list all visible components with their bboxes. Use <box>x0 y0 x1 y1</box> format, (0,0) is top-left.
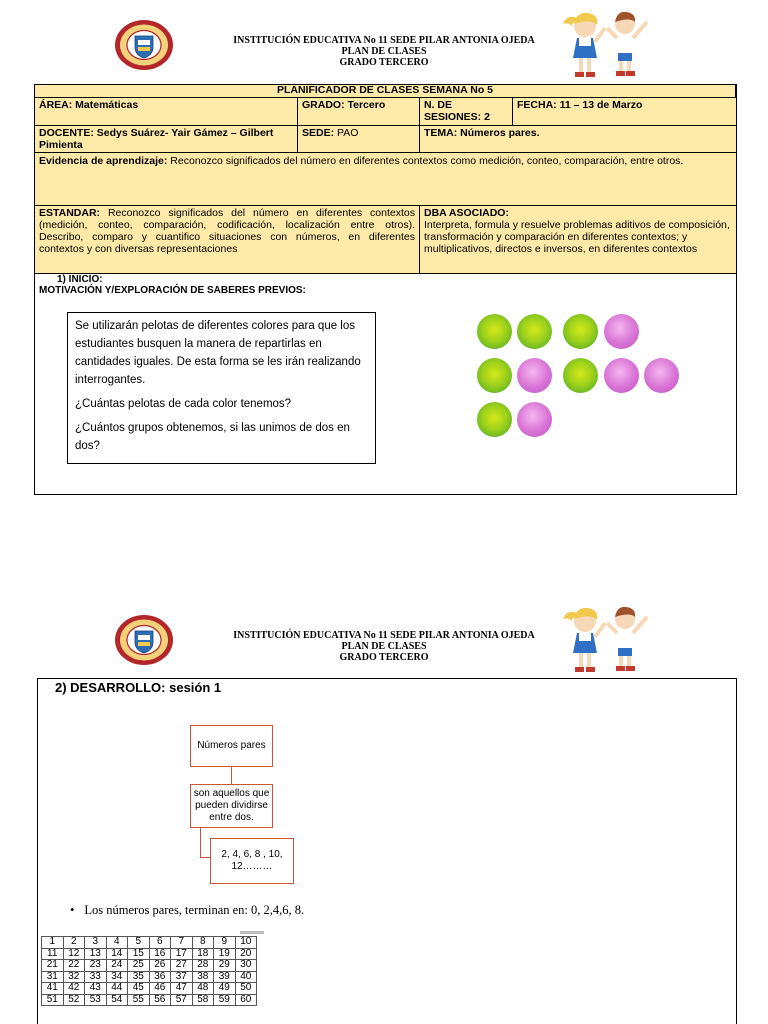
grid-cell: 41 <box>42 983 64 995</box>
green-ball <box>563 314 598 349</box>
estandar-text: Reconozco significados del número en diferentes contextos (medición, conteo, comparación, codificación, localización entre otros). Describo, comparo y cuantifico situaciones con números, en diferentes contextos y con diversas representaciones <box>39 207 415 255</box>
grid-row <box>42 983 257 995</box>
evidencia-text: Reconozco significados del número en diferentes contextos como medición, conteo, comparación, entre otros. <box>167 155 684 167</box>
grid-cell: 52 <box>63 994 85 1006</box>
grid-cell: 25 <box>128 960 150 972</box>
inicio-heading: 1) INICIO: <box>57 274 103 285</box>
tema-cell <box>420 126 736 153</box>
grade-title: GRADO TERCERO <box>339 57 429 68</box>
grid-cell: 56 <box>149 994 171 1006</box>
children-illustration <box>555 8 655 80</box>
sede-value: PAO <box>334 127 359 139</box>
docente-cell: DOCENTE: Sedys Suárez- Yair Gámez – Gilbert Pimienta <box>35 126 298 153</box>
grid-cell: 30 <box>235 960 257 972</box>
grid-cell: 47 <box>171 983 193 995</box>
question-colors: ¿Cuántas pelotas de cada color tenemos? <box>75 398 292 410</box>
grid-handle-decoration <box>240 931 264 934</box>
grid-cell: 35 <box>128 971 150 983</box>
grid-cell: 27 <box>171 960 193 972</box>
grid-cell: 11 <box>42 948 64 960</box>
grid-cell: 54 <box>106 994 128 1006</box>
grid-cell: 12 <box>63 948 85 960</box>
estandar-cell <box>35 206 420 274</box>
grid-cell: 34 <box>106 971 128 983</box>
children-illustration-page2 <box>555 603 655 675</box>
grid-cell: 8 <box>192 937 214 949</box>
grid-cell: 21 <box>42 960 64 972</box>
development-title: 2) DESARROLLO: sesión 1 <box>55 680 222 695</box>
grid-cell: 42 <box>63 983 85 995</box>
grid-cell: 53 <box>85 994 107 1006</box>
grid-row <box>42 994 257 1006</box>
connector-line <box>200 828 201 857</box>
fecha-cell: FECHA: 11 – 13 de Marzo <box>513 98 736 126</box>
grid-row <box>42 948 257 960</box>
grid-row <box>42 937 257 949</box>
grid-cell: 55 <box>128 994 150 1006</box>
grid-cell: 44 <box>106 983 128 995</box>
grid-cell: 18 <box>192 948 214 960</box>
question-groups: ¿Cuántos grupos obtenemos, si las unimos de dos en dos? <box>75 422 350 452</box>
grid-cell: 37 <box>171 971 193 983</box>
area-cell: ÁREA: Matemáticas <box>35 98 298 126</box>
grid-cell: 51 <box>42 994 64 1006</box>
school-name: INSTITUCIÓN EDUCATIVA No 11 SEDE PILAR ANTONIA OJEDA <box>233 35 535 46</box>
dba-label: DBA ASOCIADO: <box>424 207 509 219</box>
grid-cell: 46 <box>149 983 171 995</box>
grid-cell: 15 <box>128 948 150 960</box>
grid-cell: 50 <box>235 983 257 995</box>
grid-cell: 20 <box>235 948 257 960</box>
tema-value: Números pares. <box>457 127 540 139</box>
grid-cell: 10 <box>235 937 257 949</box>
pink-ball <box>604 358 639 393</box>
grid-cell: 31 <box>42 971 64 983</box>
evidencia-cell <box>35 153 736 206</box>
grid-cell: 60 <box>235 994 257 1006</box>
grado-cell: GRADO: Tercero <box>298 98 420 126</box>
grid-cell: 49 <box>214 983 236 995</box>
grid-cell: 38 <box>192 971 214 983</box>
number-grid <box>41 936 257 1006</box>
green-ball <box>477 402 512 437</box>
bullet-icon: • <box>70 903 75 917</box>
grid-cell: 19 <box>214 948 236 960</box>
grid-cell: 45 <box>128 983 150 995</box>
grid-cell: 48 <box>192 983 214 995</box>
activity-paragraph: Se utilizarán pelotas de diferentes colores para que los estudiantes busquen la manera de repartirlas en cantidades iguales. De esta forma se les irán realizando interrogantes. <box>75 320 361 386</box>
grid-cell: 13 <box>85 948 107 960</box>
even-numbers-rule <box>70 903 304 918</box>
grid-cell: 59 <box>214 994 236 1006</box>
grid-cell: 14 <box>106 948 128 960</box>
sesiones-cell: N. DE SESIONES: 2 <box>420 98 513 126</box>
pink-ball <box>517 358 552 393</box>
grid-cell: 23 <box>85 960 107 972</box>
grid-cell: 4 <box>106 937 128 949</box>
grid-cell: 9 <box>214 937 236 949</box>
activity-description-box <box>67 312 376 464</box>
tema-label: TEMA: <box>424 127 458 139</box>
grade-title-page2: GRADO TERCERO <box>339 652 429 663</box>
green-ball <box>477 358 512 393</box>
sede-cell <box>298 126 420 153</box>
pink-ball <box>517 402 552 437</box>
green-ball <box>477 314 512 349</box>
grid-cell: 6 <box>149 937 171 949</box>
grid-row <box>42 971 257 983</box>
grid-cell: 17 <box>171 948 193 960</box>
even-numbers-rule-text: Los números pares, terminan en: 0, 2,4,6, 8. <box>84 903 305 917</box>
grid-row <box>42 960 257 972</box>
grid-cell: 2 <box>63 937 85 949</box>
grid-cell: 57 <box>171 994 193 1006</box>
grid-cell: 28 <box>192 960 214 972</box>
concept-map-examples: 2, 4, 6, 8 , 10, 12……… <box>210 838 294 884</box>
motivacion-heading: MOTIVACIÓN Y/EXPLORACIÓN DE SABERES PREVIOS: <box>39 285 306 296</box>
connector-line <box>231 767 232 784</box>
grid-cell: 32 <box>63 971 85 983</box>
grid-cell: 58 <box>192 994 214 1006</box>
grid-cell: 22 <box>63 960 85 972</box>
estandar-label: ESTANDAR: <box>39 207 101 219</box>
grid-cell: 40 <box>235 971 257 983</box>
plan-title-page2: PLAN DE CLASES <box>341 641 427 652</box>
grid-cell: 33 <box>85 971 107 983</box>
grid-cell: 3 <box>85 937 107 949</box>
grid-cell: 43 <box>85 983 107 995</box>
grid-cell: 24 <box>106 960 128 972</box>
pink-ball <box>604 314 639 349</box>
dba-text: Interpreta, formula y resuelve problemas aditivos de composición, transformación y comparación en diferentes contextos; y multiplicativos, directos e inversos, en diferentes contextos <box>424 219 730 255</box>
sede-label: SEDE: <box>302 127 335 139</box>
evidencia-label: Evidencia de aprendizaje: <box>39 155 168 167</box>
dba-cell <box>420 206 736 274</box>
pink-ball <box>644 358 679 393</box>
concept-map-title: Números pares <box>190 725 273 767</box>
grid-cell: 29 <box>214 960 236 972</box>
grid-cell: 39 <box>214 971 236 983</box>
grid-cell: 5 <box>128 937 150 949</box>
grid-cell: 16 <box>149 948 171 960</box>
grid-cell: 26 <box>149 960 171 972</box>
concept-map-definition: son aquellos que pueden dividirse entre dos. <box>190 784 273 828</box>
grid-cell: 1 <box>42 937 64 949</box>
grid-cell: 7 <box>171 937 193 949</box>
connector-line <box>200 857 210 858</box>
plan-title: PLAN DE CLASES <box>341 46 427 57</box>
green-ball <box>563 358 598 393</box>
grid-cell: 36 <box>149 971 171 983</box>
green-ball <box>517 314 552 349</box>
planner-title: PLANIFICADOR DE CLASES SEMANA No 5 <box>35 85 736 98</box>
school-name-page2: INSTITUCIÓN EDUCATIVA No 11 SEDE PILAR ANTONIA OJEDA <box>233 630 535 641</box>
